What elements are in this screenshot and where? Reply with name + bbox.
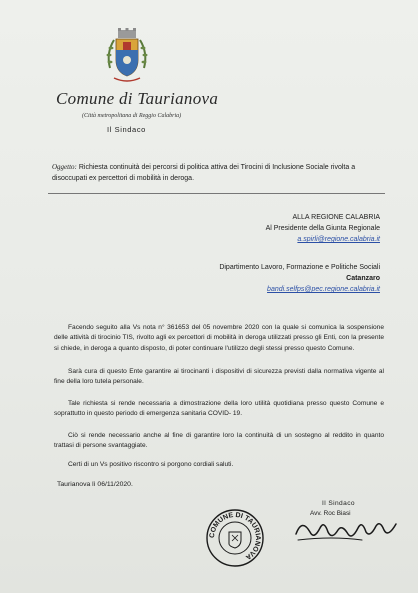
- subject-text: Richiesta continuità dei percorsi di politica attiva dei Tirocini di Inclusione Sociale rivolta a disoccupati ex percettori di mobilità in deroga.: [52, 164, 356, 182]
- coat-of-arms-icon: [104, 28, 150, 84]
- recipient-block-1: [266, 212, 380, 245]
- stamp-text: COMUNE DI TAURIANOVA: [208, 511, 262, 561]
- subject-line: [52, 162, 382, 184]
- signer-title: Il Sindaco: [322, 500, 355, 507]
- recipient-2-line2: Catanzaro: [346, 275, 380, 282]
- subject-label: Oggetto:: [52, 163, 77, 171]
- recipient-2-line1: Dipartimento Lavoro, Formazione e Politiche Sociali: [219, 264, 380, 271]
- official-stamp-icon: [205, 508, 265, 568]
- recipient-1-email-link[interactable]: a.spirli@regione.calabria.it: [297, 236, 380, 243]
- body-paragraph-2: Sarà cura di questo Ente garantire ai tirocinanti i dispositivi di sicurezza previsti dalla normativa vigente al fine della loro tutela personale.: [54, 368, 384, 386]
- body-paragraph-3: Tale richiesta si rende necessaria a dimostrazione della loro utilità quotidiana presso questo Comune e soprattutto in questo periodo di emergenza sanitaria COVID- 19.: [54, 400, 384, 418]
- municipality-subtitle: (Città metropolitana di Reggio Calabria): [82, 113, 182, 119]
- signer-name: Avv. Roc Biasi: [310, 510, 351, 517]
- recipient-block-2: [219, 262, 380, 295]
- municipality-name: Comune di Taurianova: [56, 89, 219, 108]
- svg-text:COMUNE DI TAURIANOVA: [209, 512, 261, 561]
- place-date: Taurianova lì 06/11/2020.: [57, 481, 133, 488]
- recipient-2-email-link[interactable]: bandi.selfps@pec.regione.calabria.it: [267, 286, 380, 293]
- body-paragraph-4: Ciò si rende necessario anche al fine di garantire loro la continuità di un sostegno al reddito in quanto trattasi di persone svantaggiate.: [54, 432, 384, 450]
- office-title: Il Sindaco: [107, 125, 146, 134]
- recipient-1-line2: Al Presidente della Giunta Regionale: [265, 225, 380, 232]
- handwritten-signature-icon: [292, 510, 402, 548]
- recipient-1-line1: ALLA REGIONE CALABRIA: [292, 214, 380, 221]
- divider: [48, 193, 385, 194]
- body-paragraph-1: Facendo seguito alla Vs nota n° 361653 del 05 novembre 2020 con la quale si comunica la sospensione delle attività di tirocinio TIS, rivolto agli ex percettori di mobilità in deroga utilizzati presso gli Enti, con la presente si chiede, in deroga a quanto disposto, di poter continuare l'utilizzo degli stessi presso questo Comune.: [54, 324, 384, 352]
- body-paragraph-5: Certi di un Vs positivo riscontro si porgono cordiali saluti.: [68, 461, 234, 468]
